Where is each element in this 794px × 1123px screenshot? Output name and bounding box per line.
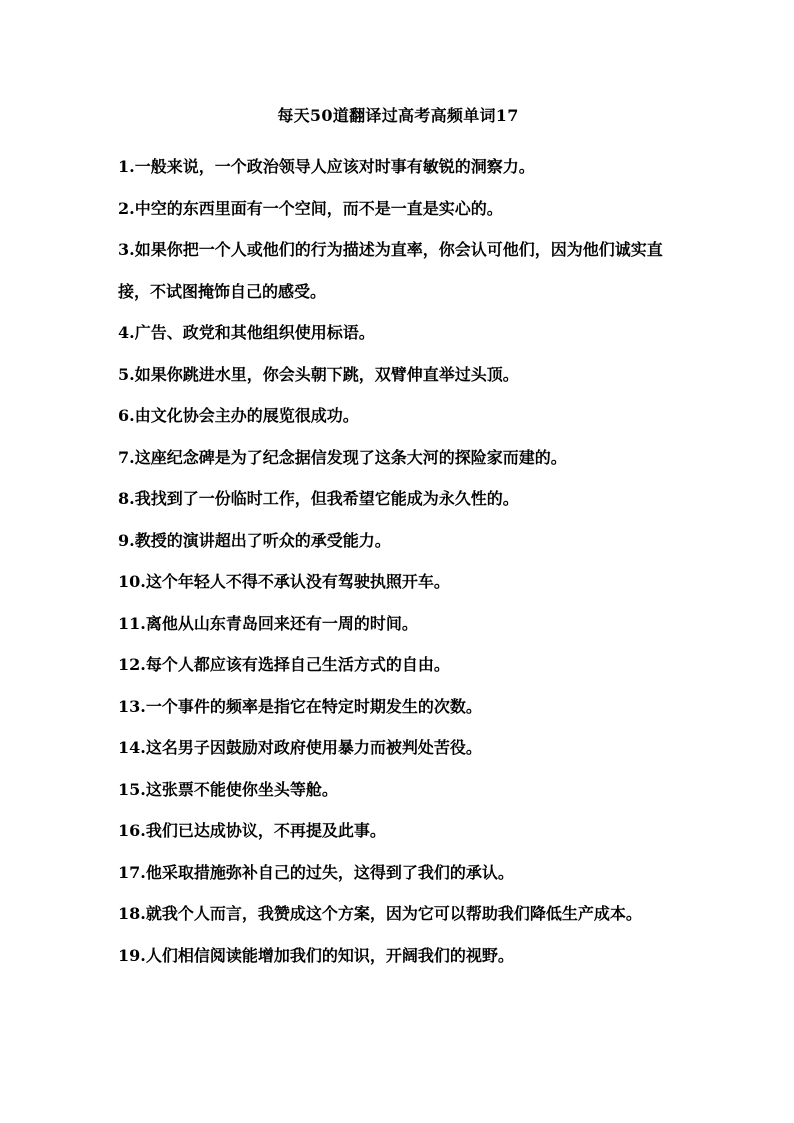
sentence-item: 7.这座纪念碑是为了纪念据信发现了这条大河的探险家而建的。 xyxy=(118,447,567,467)
sentence-item: 9.教授的演讲超出了听众的承受能力。 xyxy=(118,530,391,550)
sentence-item: 3.如果你把一个人或他们的行为描述为直率，你会认可他们，因为他们诚实直接，不试图掩饰自己的感受。 xyxy=(118,240,663,301)
sentence-item: 17.他采取措施弥补自己的过失，这得到了我们的承认。 xyxy=(118,862,514,882)
sentence-item: 13.一个事件的频率是指它在特定时期发生的次数。 xyxy=(118,696,482,716)
sentence-item: 4.广告、政党和其他组织使用标语。 xyxy=(118,323,375,342)
sentence-item: 16.我们已达成协议，不再提及此事。 xyxy=(118,821,386,840)
sentence-item: 6.由文化协会主办的展览很成功。 xyxy=(118,406,359,425)
sentence-item: 10.这个年轻人不得不承认没有驾驶执照开车。 xyxy=(118,572,450,591)
sentence-item: 2.中空的东西里面有一个空间，而不是一直是实心的。 xyxy=(118,198,503,218)
sentence-item: 12.每个人都应该有选择自己生活方式的自由。 xyxy=(118,655,450,674)
sentence-item: 11.离他从山东青岛回来还有一周的时间。 xyxy=(118,613,418,633)
sentence-item: 15.这张票不能使你坐头等舱。 xyxy=(118,779,338,799)
sentence-item: 8.我找到了一份临时工作，但我希望它能成为永久性的。 xyxy=(118,489,519,508)
sentence-list xyxy=(118,146,678,976)
sentence-item: 18.就我个人而言，我赞成这个方案，因为它可以帮助我们降低生产成本。 xyxy=(118,904,642,923)
sentence-item: 14.这名男子因鼓励对政府使用暴力而被判处苦役。 xyxy=(118,738,482,757)
sentence-item: 1.一般来说，一个政治领导人应该对时事有敏锐的洞察力。 xyxy=(118,157,535,176)
sentence-item: 5.如果你跳进水里，你会头朝下跳，双臂伸直举过头顶。 xyxy=(118,364,519,384)
document-title: 每天50道翻译过高考高频单词17 xyxy=(277,106,519,125)
sentence-item: 19.人们相信阅读能增加我们的知识，开阔我们的视野。 xyxy=(118,945,514,965)
